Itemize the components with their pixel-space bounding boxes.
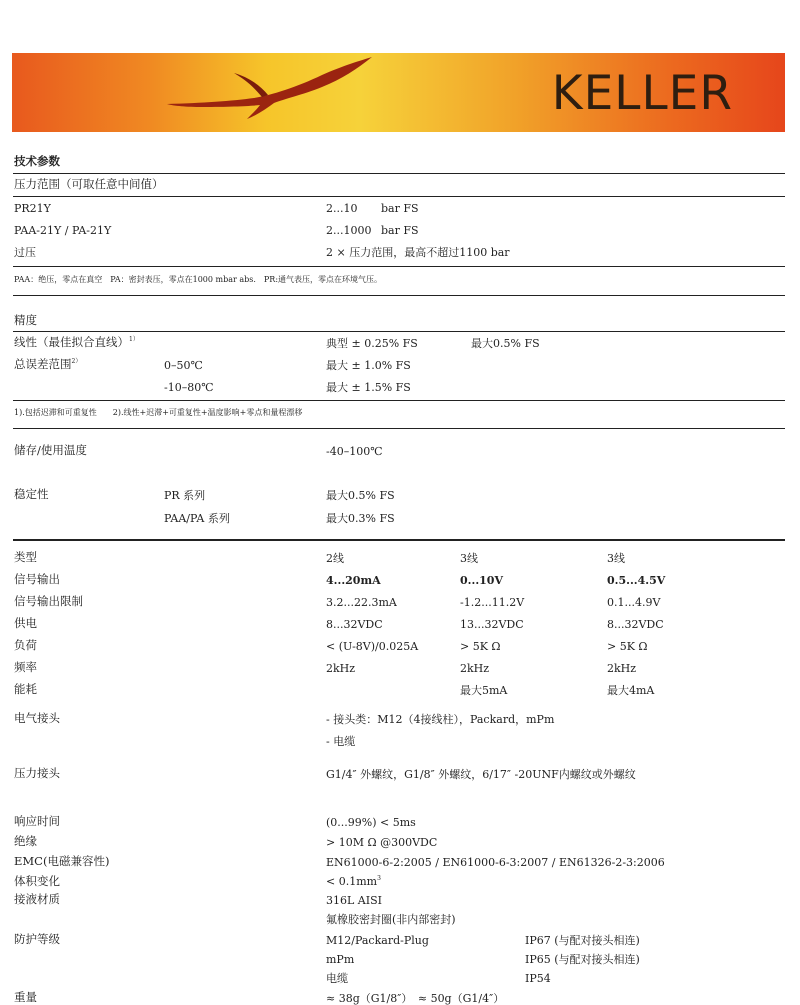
frequency-label: 频率 bbox=[14, 660, 37, 674]
divider bbox=[13, 428, 785, 429]
signal-output-value: 4...20mA bbox=[326, 574, 381, 587]
linearity-label: 线性（最佳拟合直线）$^{1)}$ bbox=[14, 335, 139, 349]
frequency-value: 2kHz bbox=[326, 662, 356, 675]
response-value: (0...99%) < 5ms bbox=[326, 816, 416, 829]
temp-range: -10–80℃ bbox=[164, 381, 214, 394]
load-value: > 5K Ω bbox=[460, 640, 501, 653]
total-error-value: 最大 ± 1.0% FS bbox=[326, 359, 411, 372]
response-label: 响应时间 bbox=[14, 814, 60, 828]
range-value: 2...10 bbox=[326, 202, 358, 215]
overpressure-label: 过压 bbox=[14, 246, 36, 259]
connector-value: - 接头类：M12（4接线柱），Packard，mPm bbox=[326, 713, 555, 726]
total-error-value: 最大 ± 1.5% FS bbox=[326, 381, 411, 394]
supply-value: 8...32VDC bbox=[326, 618, 383, 631]
weight-label: 重量 bbox=[14, 990, 37, 1004]
protection-rating: IP67 (与配对接头相连) bbox=[525, 934, 640, 947]
protection-rating: IP65 (与配对接头相连) bbox=[525, 953, 640, 966]
frequency-value: 2kHz bbox=[460, 662, 490, 675]
supply-label: 供电 bbox=[14, 616, 37, 630]
linearity-max: 最大0.5% FS bbox=[471, 337, 540, 350]
type-label: 类型 bbox=[14, 550, 37, 564]
load-label: 负荷 bbox=[14, 638, 37, 652]
signal-limit-label: 信号输出限制 bbox=[14, 594, 83, 608]
range-unit: bar FS bbox=[381, 224, 419, 237]
signal-output-label: 信号输出 bbox=[14, 572, 60, 586]
divider bbox=[13, 400, 785, 401]
storage-value: -40–100℃ bbox=[326, 445, 383, 458]
range-value: 2...1000 bbox=[326, 224, 372, 237]
temp-range: 0–50℃ bbox=[164, 359, 203, 372]
accuracy-note: 1).包括迟滞和可重复性 2).线性+迟滞+可重复性+温度影响+零点和量程漂移 bbox=[14, 408, 303, 417]
model-label: PAA-21Y / PA-21Y bbox=[14, 224, 112, 237]
pressure-title: 压力范围（可取任意中间值） bbox=[14, 177, 164, 191]
signal-limit-value: 3.2...22.3mA bbox=[326, 596, 397, 609]
material-value: 316L AISI bbox=[326, 894, 382, 907]
load-value: > 5K Ω bbox=[607, 640, 648, 653]
stability-value: 最大0.5% FS bbox=[326, 489, 395, 502]
protection-type: M12/Packard-Plug bbox=[326, 934, 429, 947]
signal-output-value: 0...10V bbox=[460, 574, 503, 587]
model-label: PR21Y bbox=[14, 202, 51, 215]
volume-label: 体积变化 bbox=[14, 874, 60, 888]
keller-logo: KELLER bbox=[551, 66, 733, 121]
protection-label: 防护等级 bbox=[14, 932, 60, 946]
insulation-value: > 10M Ω @300VDC bbox=[326, 836, 438, 849]
type-value: 3线 bbox=[607, 552, 625, 565]
stability-value: 最大0.3% FS bbox=[326, 512, 395, 525]
divider bbox=[13, 196, 785, 197]
signal-limit-value: -1.2...11.2V bbox=[460, 596, 525, 609]
divider bbox=[13, 173, 785, 174]
total-error-label: 总误差范围$^{2)}$ bbox=[14, 357, 82, 371]
stability-series: PAA/PA 系列 bbox=[164, 512, 230, 525]
weight-value: ≈ 38g（G1/8″） ≈ 50g（G1/4″） bbox=[326, 992, 505, 1005]
storage-label: 储存/使用温度 bbox=[14, 443, 87, 457]
pressure-connection-value: G1/4″ 外螺纹，G1/8″ 外螺纹，6/17″ -20UNF内螺纹或外螺纹 bbox=[326, 768, 636, 781]
accuracy-title: 精度 bbox=[14, 313, 37, 327]
supply-value: 8...32VDC bbox=[607, 618, 664, 631]
frequency-value: 2kHz bbox=[607, 662, 637, 675]
pressure-note: PAA：绝压，零点在真空 PA：密封表压，零点在1000 mbar abs. PR:通气表压，零点在环境气压。 bbox=[14, 275, 383, 284]
divider bbox=[13, 266, 785, 267]
supply-value: 13...32VDC bbox=[460, 618, 524, 631]
emc-value: EN61000-6-2:2005 / EN61000-6-3:2007 / EN61326-2-3:2006 bbox=[326, 856, 665, 869]
pressure-connection-label: 压力接头 bbox=[14, 766, 60, 780]
emc-label: EMC(电磁兼容性) bbox=[14, 854, 110, 868]
overpressure-value: 2 × 压力范围，最高不超过1100 bar bbox=[326, 246, 510, 259]
divider bbox=[13, 295, 785, 296]
insulation-label: 绝缘 bbox=[14, 834, 37, 848]
protection-type: 电缆 bbox=[326, 972, 348, 985]
load-value: < (U-8V)/0.025A bbox=[326, 640, 419, 653]
volume-value: < $0.1mm^3$ bbox=[326, 875, 381, 888]
stability-series: PR 系列 bbox=[164, 489, 206, 502]
connector-value: - 电缆 bbox=[326, 735, 356, 748]
type-value: 2线 bbox=[326, 552, 344, 565]
material-label: 接液材质 bbox=[14, 892, 60, 906]
connector-label: 电气接头 bbox=[14, 711, 60, 725]
consumption-value: 最大4mA bbox=[607, 684, 655, 697]
consumption-value: 最大5mA bbox=[460, 684, 508, 697]
signal-limit-value: 0.1...4.9V bbox=[607, 596, 661, 609]
divider bbox=[13, 539, 785, 541]
stability-label: 稳定性 bbox=[14, 487, 49, 501]
range-unit: bar FS bbox=[381, 202, 419, 215]
material-value: 氟橡胶密封圈(非内部密封) bbox=[326, 913, 456, 926]
header-banner bbox=[12, 53, 785, 132]
protection-rating: IP54 bbox=[525, 972, 551, 985]
consumption-label: 能耗 bbox=[14, 682, 37, 696]
divider bbox=[13, 331, 785, 332]
type-value: 3线 bbox=[460, 552, 478, 565]
signal-output-value: 0.5...4.5V bbox=[607, 574, 666, 587]
protection-type: mPm bbox=[326, 953, 355, 966]
section-title: 技术参数 bbox=[14, 154, 60, 168]
linearity-typical: 典型 ± 0.25% FS bbox=[326, 337, 418, 350]
bird-logo-icon bbox=[162, 57, 377, 127]
